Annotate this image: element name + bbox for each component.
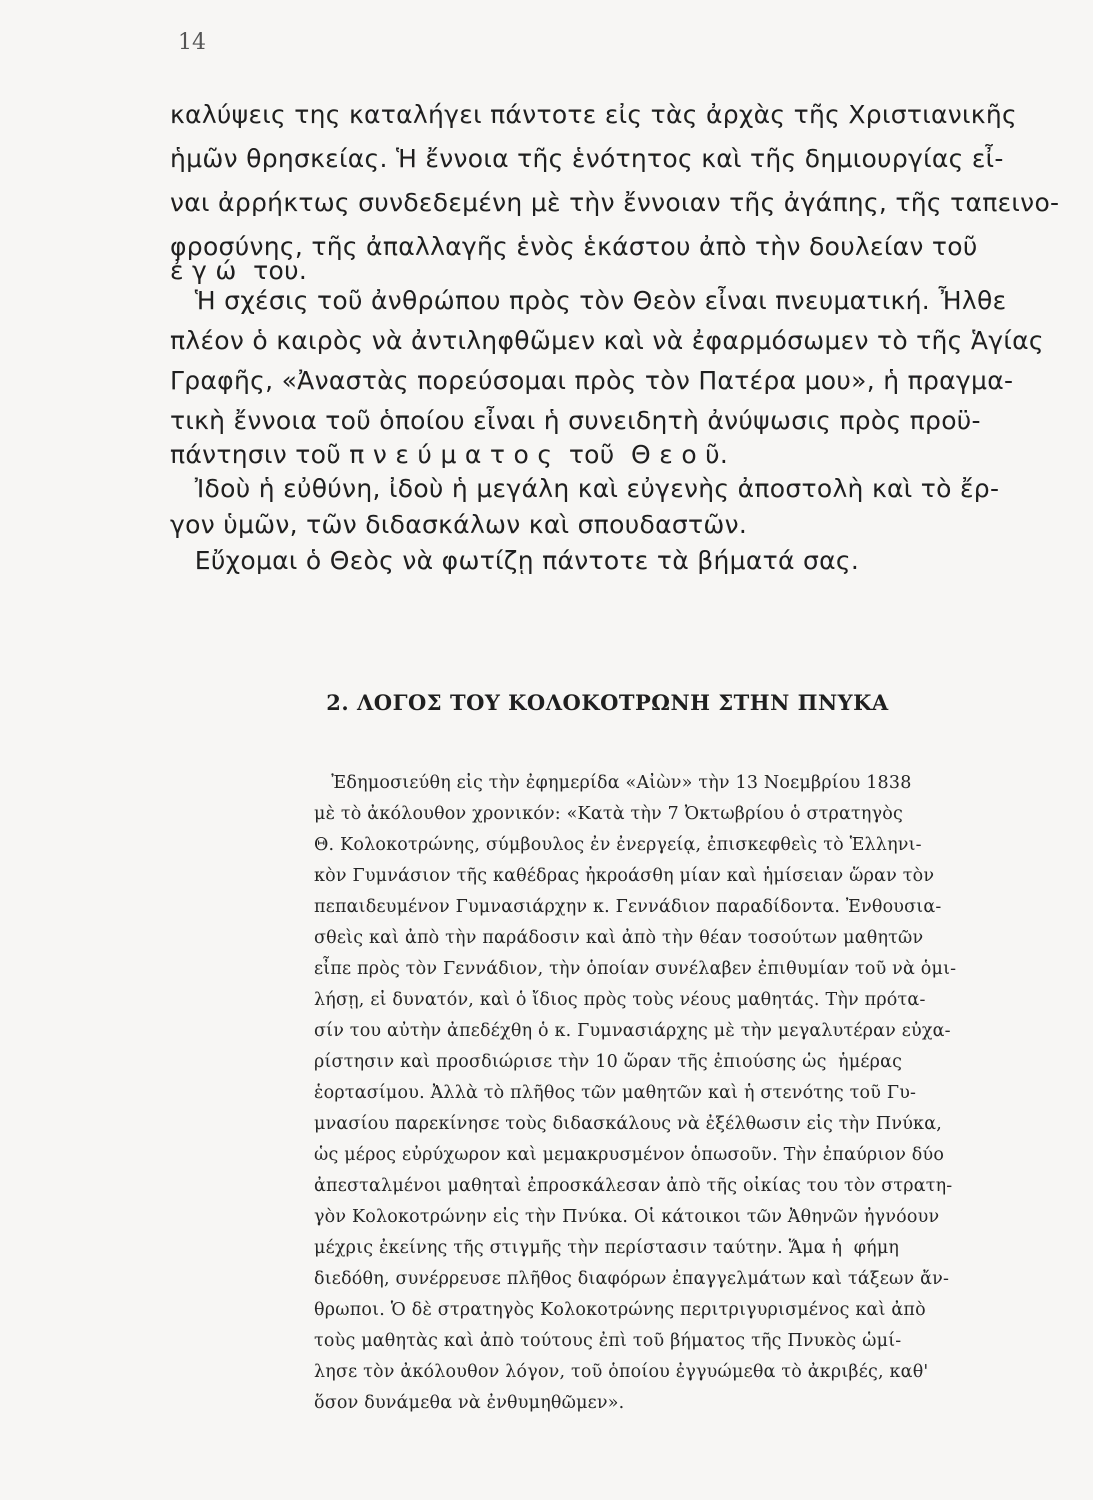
section-heading: 2. ΛΟΓΟΣ ΤΟΥ ΚΟΛΟΚΟΤΡΩΝΗ ΣΤΗΝ ΠΝΥΚΑ: [326, 690, 889, 715]
quote-line: τοὺς μαθητὰς καὶ ἀπὸ τούτους ἐπὶ τοῦ βήματος τῆς Πνυκὸς ὡμί-: [314, 1331, 902, 1351]
body-line: ἡμῶν θρησκείας. Ἡ ἔννοια τῆς ἑνότητος καὶ τῆς δημιουργίας εἶ-: [170, 144, 1004, 173]
quote-line: γὸν Κολοκοτρώνην εἰς τὴν Πνύκα. Οἱ κάτοικοι τῶν Ἀθηνῶν ἠγνόουν: [314, 1207, 940, 1227]
body-line: καλύψεις της καταλήγει πάντοτε εἰς τὰς ἀρχὰς τῆς Χριστιανικῆς: [170, 100, 1017, 129]
quote-line: θρωποι. Ὁ δὲ στρατηγὸς Κολοκοτρώνης περιτριγυρισμένος καὶ ἀπὸ: [314, 1300, 926, 1320]
body-line: γον ὑμῶν, τῶν διδασκάλων καὶ σπουδαστῶν.: [170, 510, 748, 539]
quote-line: Ἐδημοσιεύθη εἰς τὴν ἐφημερίδα «Αἰὼν» τὴν 13 Νοεμβρίου 1838: [314, 773, 912, 793]
quote-line: μνασίου παρεκίνησε τοὺς διδασκάλους νὰ ἐξέλθωσιν εἰς τὴν Πνύκα,: [314, 1114, 942, 1134]
quote-line: εἶπε πρὸς τὸν Γεννάδιον, τὴν ὁποίαν συνέλαβεν ἐπιθυμίαν τοῦ νὰ ὁμι-: [314, 959, 957, 979]
quote-line: λήσῃ, εἰ δυνατόν, καὶ ὁ ἴδιος πρὸς τοὺς νέους μαθητάς. Τὴν πρότα-: [314, 990, 926, 1010]
quote-line: ἑορτασίμου. Ἀλλὰ τὸ πλῆθος τῶν μαθητῶν καὶ ἡ στενότης τοῦ Γυ-: [314, 1083, 917, 1103]
body-line: Εὔχομαι ὁ Θεὸς νὰ φωτίζῃ πάντοτε τὰ βήματά σας.: [170, 546, 860, 575]
quote-line: διεδόθη, συνέρρευσε πλῆθος διαφόρων ἐπαγγελμάτων καὶ τάξεων ἄν-: [314, 1269, 950, 1289]
quote-line: μὲ τὸ ἀκόλουθον χρονικόν: «Κατὰ τὴν 7 Ὀκτωβρίου ὁ στρατηγὸς: [314, 804, 903, 824]
body-line: Ἡ σχέσις τοῦ ἀνθρώπου πρὸς τὸν Θεὸν εἶναι πνευματική. Ἦλθε: [170, 286, 1007, 315]
quote-line: σθεὶς καὶ ἀπὸ τὴν παράδοσιν καὶ ἀπὸ τὴν θέαν τοσούτων μαθητῶν: [314, 928, 924, 948]
body-line: Γραφῆς, «Ἀναστὰς πορεύσομαι πρὸς τὸν Πατέρα μου», ἡ πραγμα-: [170, 366, 1014, 395]
quote-line: κὸν Γυμνάσιον τῆς καθέδρας ἠκροάσθη μίαν καὶ ἡμίσειαν ὥραν τὸν: [314, 866, 935, 886]
body-line: πάντησιν τοῦ π ν ε ύ μ α τ ο ς τοῦ Θ ε ο ῦ.: [170, 440, 729, 469]
body-line: φροσύνης, τῆς ἀπαλλαγῆς ἑνὸς ἑκάστου ἀπὸ τὴν δουλείαν τοῦ: [170, 232, 978, 261]
quote-line: Θ. Κολοκοτρώνης, σύμβουλος ἐν ἐνεργείᾳ, ἐπισκεφθεὶς τὸ Ἑλληνι-: [314, 835, 922, 855]
quote-line: σίν του αὐτὴν ἀπεδέχθη ὁ κ. Γυμνασιάρχης μὲ τὴν μεγαλυτέραν εὐχα-: [314, 1021, 951, 1041]
quote-line: ρίστησιν καὶ προσδιώρισε τὴν 10 ὥραν τῆς ἐπιούσης ὡς ἡμέρας: [314, 1052, 903, 1072]
body-line: πλέον ὁ καιρὸς νὰ ἀντιληφθῶμεν καὶ νὰ ἐφαρμόσωμεν τὸ τῆς Ἁγίας: [170, 326, 1044, 355]
page-number: 14: [178, 30, 206, 55]
body-line: τικὴ ἔννοια τοῦ ὁποίου εἶναι ἡ συνειδητὴ ἀνύψωσις πρὸς προϋ-: [170, 406, 981, 435]
body-line: Ἰδοὺ ἡ εὐθύνη, ἰδοὺ ἡ μεγάλη καὶ εὐγενὴς ἀποστολὴ καὶ τὸ ἔρ-: [170, 474, 1000, 503]
quote-line: ἀπεσταλμένοι μαθηταὶ ἐπροσκάλεσαν ἀπὸ τῆς οἰκίας του τὸν στρατη-: [314, 1176, 953, 1196]
body-line: ναι ἀρρήκτως συνδεδεμένη μὲ τὴν ἔννοιαν τῆς ἀγάπης, τῆς ταπεινο-: [170, 188, 1060, 217]
quote-line: λησε τὸν ἀκόλουθον λόγον, τοῦ ὁποίου ἐγγυώμεθα τὸ ἀκριβές, καθ': [314, 1362, 929, 1382]
quote-line: μέχρις ἐκείνης τῆς στιγμῆς τὴν περίστασιν ταύτην. Ἅμα ἡ φήμη: [314, 1238, 900, 1258]
quote-line: ὡς μέρος εὐρύχωρον καὶ μεμακρυσμένον ὁπωσοῦν. Τὴν ἐπαύριον δύο: [314, 1145, 945, 1165]
quote-line: πεπαιδευμένον Γυμνασιάρχην κ. Γεννάδιον παραδίδοντα. Ἐνθουσια-: [314, 897, 942, 917]
body-line: ἐ γ ώ του.: [170, 256, 308, 285]
quote-line: ὅσον δυνάμεθα νὰ ἐνθυμηθῶμεν».: [314, 1393, 625, 1413]
